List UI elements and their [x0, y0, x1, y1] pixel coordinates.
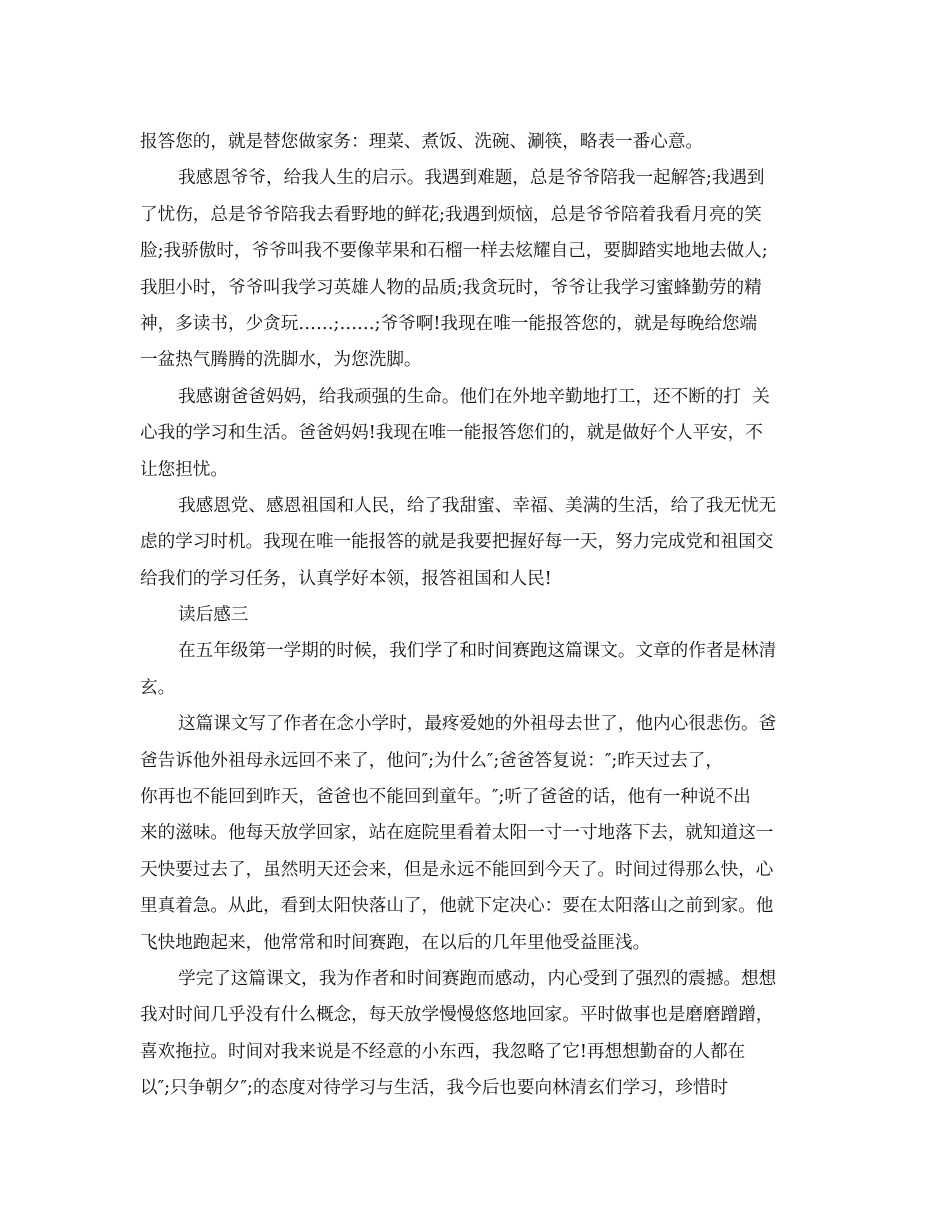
text-line: 了忧伤，总是爷爷陪我去看野地的鲜花;我遇到烦恼，总是爷爷陪着我看月亮的笑	[140, 204, 762, 225]
text-line: 脸;我骄傲时，爷爷叫我不要像苹果和石榴一样去炫耀自己，要脚踏实地地去做人;	[140, 241, 768, 262]
text-line: 虑的学习时机。我现在唯一能报答的就是我要把握好每一天，努力完成党和祖国交	[140, 532, 774, 553]
text-line: 以″;只争朝夕″;的态度对待学习与生活，我今后也要向林清玄们学习，珍惜时	[140, 1078, 729, 1099]
text-line: 我感恩党、感恩祖国和人民，给了我甜蜜、幸福、美满的生活，给了我无忧无	[178, 495, 777, 516]
text-line: 你再也不能回到昨天，爸爸也不能回到童年。″;听了爸爸的话，他有一种说不出	[140, 787, 751, 808]
text-line: 报答您的，就是替您做家务：理菜、煮饭、洗碗、涮筷，略表一番心意。	[140, 132, 704, 152]
text-line: 里真着急。从此，看到太阳快落山了，他就下定决心：要在太阳落山之前到家。他	[140, 896, 774, 917]
text-line: 在五年级第一学期的时候，我们学了和时间赛跑这篇课文。文章的作者是林清	[178, 641, 777, 662]
text-line: 给我们的学习任务，认真学好本领，报答祖国和人民!	[140, 568, 552, 589]
text-line: 我胆小时，爷爷叫我学习英雄人物的品质;我贪玩时，爷爷让我学习蜜蜂勤劳的精	[140, 277, 762, 298]
text-line: 来的滋味。他每天放学回家，站在庭院里看着太阳一寸一寸地落下去，就知道这一	[140, 823, 774, 844]
text-line: 玄。	[140, 677, 176, 698]
text-line: 我感恩爷爷，给我人生的启示。我遇到难题，总是爷爷陪我一起解答;我遇到	[178, 168, 765, 189]
text-line: 爸告诉他外祖母永远回不来了，他问″;为什么″;爸爸答复说：″;昨天过去了，	[140, 750, 723, 771]
document-body	[140, 124, 820, 1107]
text-line: 这篇课文写了作者在念小学时，最疼爱她的外祖母去世了，他内心很悲伤。爸	[178, 714, 777, 735]
text-line: 喜欢拖拉。时间对我来说是不经意的小东西，我忽略了它!再想想勤奋的人都在	[140, 1041, 746, 1062]
text-line: 我对时间几乎没有什么概念，每天放学慢慢悠悠地回家。平时做事也是磨磨蹭蹭，	[140, 1005, 774, 1026]
text-line: 一盆热气腾腾的洗脚水，为您洗脚。	[140, 350, 422, 371]
text-line: 天快要过去了，虽然明天还会来，但是永远不能回到今天了。时间过得那么快，心	[140, 859, 774, 880]
text-line: 神，多读书，少贪玩……;……;爷爷啊!我现在唯一能报答您的，就是每晚给您端	[140, 313, 758, 334]
text-line: 我感谢爸爸妈妈，给我顽强的生命。他们在外地辛勤地打工，还不断的打 关	[178, 386, 770, 407]
text-line: 心我的学习和生活。爸爸妈妈!我现在唯一能报答您们的，就是做好个人平安，不	[140, 423, 763, 444]
text-line: 学完了这篇课文，我为作者和时间赛跑而感动，内心受到了强烈的震撼。想想	[178, 968, 777, 989]
text-line: 让您担忧。	[140, 459, 228, 480]
text-line: 读后感三	[178, 605, 249, 626]
text-line: 飞快地跑起来，他常常和时间赛跑，在以后的几年里他受益匪浅。	[140, 932, 651, 953]
